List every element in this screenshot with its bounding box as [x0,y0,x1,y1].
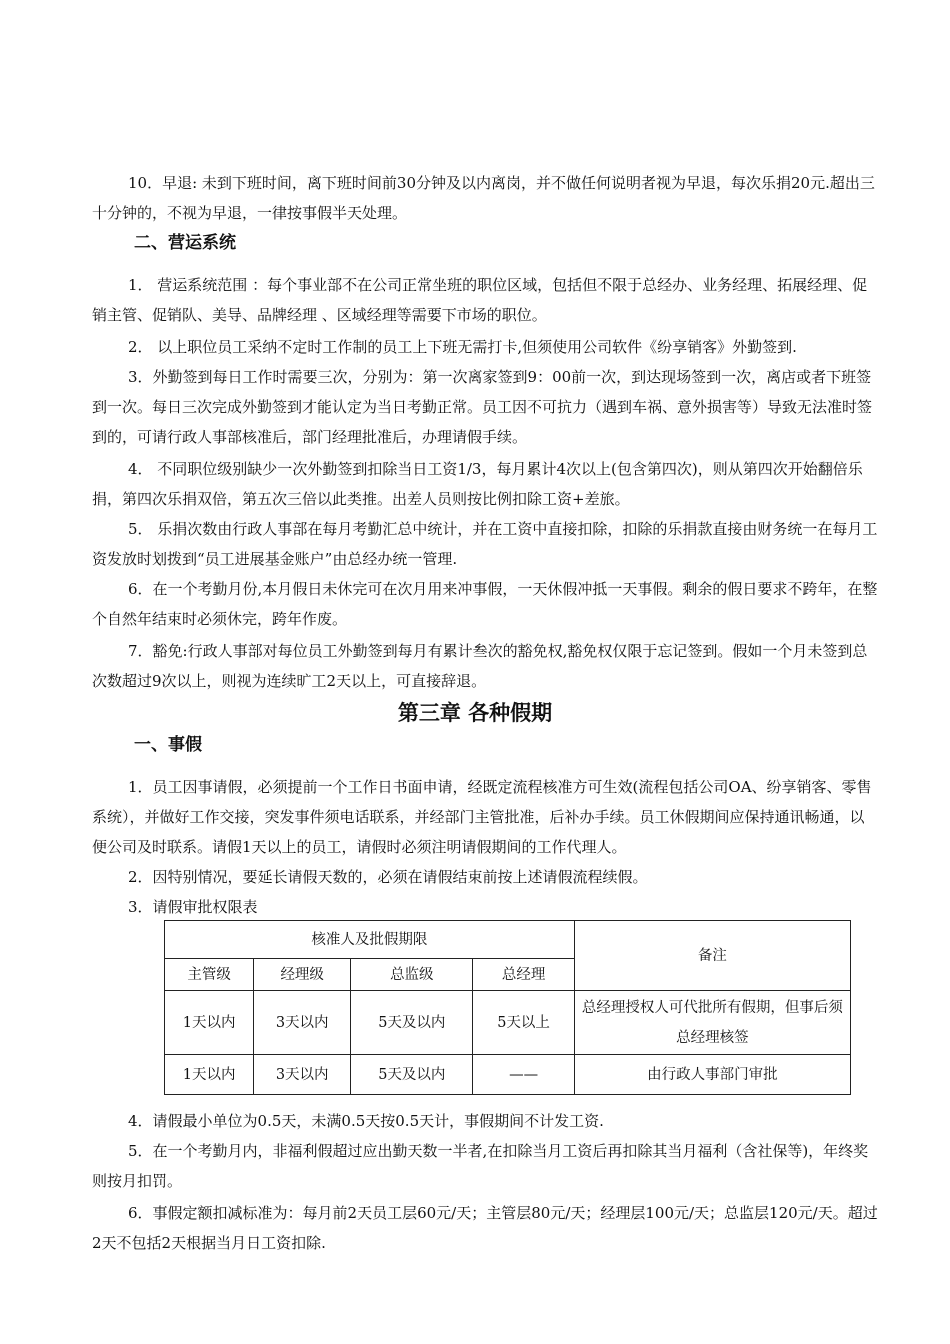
operations-item-1: 1． 营运系统范围 ：每个事业部不在公司正常坐班的职位区域，包括但不限于总经办、业务经理、拓展经理、促销主管、促销队、美导、品牌经理 、区域经理等需要下市场的职位。 [92,276,868,324]
operations-item-4: 4． 不同职位级别缺少一次外勤签到扣除当日工资1/3，每月累计4次以上(包含第四次)，则从第四次开始翻倍乐捐，第四次乐捐双倍，第五次三倍以此类推。出差人员则按比例扣除工资+差旅。 [92,460,863,508]
table-cell: 1天以内 [165,1055,254,1095]
leave-item-5: 5．在一个考勤月内，非福利假超过应出勤天数一半者,在扣除当月工资后再扣除其当月福利（含社保等)，年终奖则按月扣罚。 [92,1142,869,1190]
table-column-header: 总经理 [473,959,574,991]
table-cell: 5天以上 [473,991,574,1055]
operations-item-2: 2． 以上职位员工采纳不定时工作制的员工上下班无需打卡,但须使用公司软件《纷享销客》外勤签到. [128,338,797,356]
table-cell: 1天以内 [165,991,254,1055]
table-cell: 3天以内 [254,991,351,1055]
operations-item-6: 6．在一个考勤月份,本月假日未休完可在次月用来冲事假，一天休假冲抵一天事假。剩余的假日要求不跨年，在整个自然年结束时必须休完，跨年作废。 [92,580,878,628]
leave-item-6: 6．事假定额扣减标准为：每月前2天员工层60元/天；主管层80元/天；经理层100元/天；总监层120元/天。超过2天不包括2天根据当月日工资扣除. [92,1204,878,1252]
table-cell: 5天及以内 [351,991,473,1055]
table-remark-cell: 由行政人事部门审批 [574,1055,850,1095]
table-row [165,991,851,1055]
table-cell: —— [473,1055,574,1095]
table-row [165,1055,851,1095]
section-heading-operations: 二、营运系统 [134,233,236,253]
leave-item-3: 3．请假审批权限表 [128,898,258,916]
operations-item-3: 3．外勤签到每日工作时需要三次，分别为：第一次离家签到9：00前一次，到达现场签到一次，离店或者下班签到一次。每日三次完成外勤签到才能认定为当日考勤正常。员工因不可抗力（遇到车祸、意外损害等）导致无法准时签到的，可请行政人事部核准后，部门经理批准后，办理请假手续。 [92,368,873,446]
operations-item-7: 7．豁免:行政人事部对每位员工外勤签到每月有累计叁次的豁免权,豁免权仅限于忘记签到。假如一个月未签到总次数超过9次以上，则视为连续旷工2天以上，可直接辞退。 [92,642,868,690]
table-remark-cell: 总经理授权人可代批所有假期，但事后须总经理核签 [574,991,850,1055]
leave-item-1: 1．员工因事请假，必须提前一个工作日书面申请，经既定流程核准方可生效(流程包括公司OA、纷享销客、零售系统），并做好工作交接，突发事件须电话联系，并经部门主管批准，后补办手续。员工休假期间应保持通讯畅通，以便公司及时联系。请假1天以上的员工，请假时必须注明请假期间的工作代理人。 [92,778,872,856]
table-group-header: 核准人及批假期限 [165,921,575,959]
chapter-title: 第三章 各种假期 [397,701,553,725]
operations-item-5: 5． 乐捐次数由行政人事部在每月考勤汇总中统计，并在工资中直接扣除，扣除的乐捐款直接由财务统一在每月工资发放时划拨到“员工进展基金账户”由总经办统一管理. [92,520,878,568]
table-cell: 5天及以内 [351,1055,473,1095]
section-heading-personal-leave: 一、事假 [134,735,202,755]
table-column-header: 主管级 [165,959,254,991]
table-column-header: 经理级 [254,959,351,991]
table-cell: 3天以内 [254,1055,351,1095]
leave-item-2: 2．因特别情况，要延长请假天数的，必须在请假结束前按上述请假流程续假。 [128,868,648,886]
leave-item-4: 4．请假最小单位为0.5天，未满0.5天按0.5天计，事假期间不计发工资. [128,1112,604,1130]
table-column-header: 总监级 [351,959,473,991]
table-remark-header: 备注 [574,921,850,991]
approval-authority-table [164,920,851,1095]
paragraph-early-leave: 10．早退: 未到下班时间，离下班时间前30分钟及以内离岗，并不做任何说明者视为早退，每次乐捐20元.超出三十分钟的，不视为早退，一律按事假半天处理。 [92,174,875,222]
